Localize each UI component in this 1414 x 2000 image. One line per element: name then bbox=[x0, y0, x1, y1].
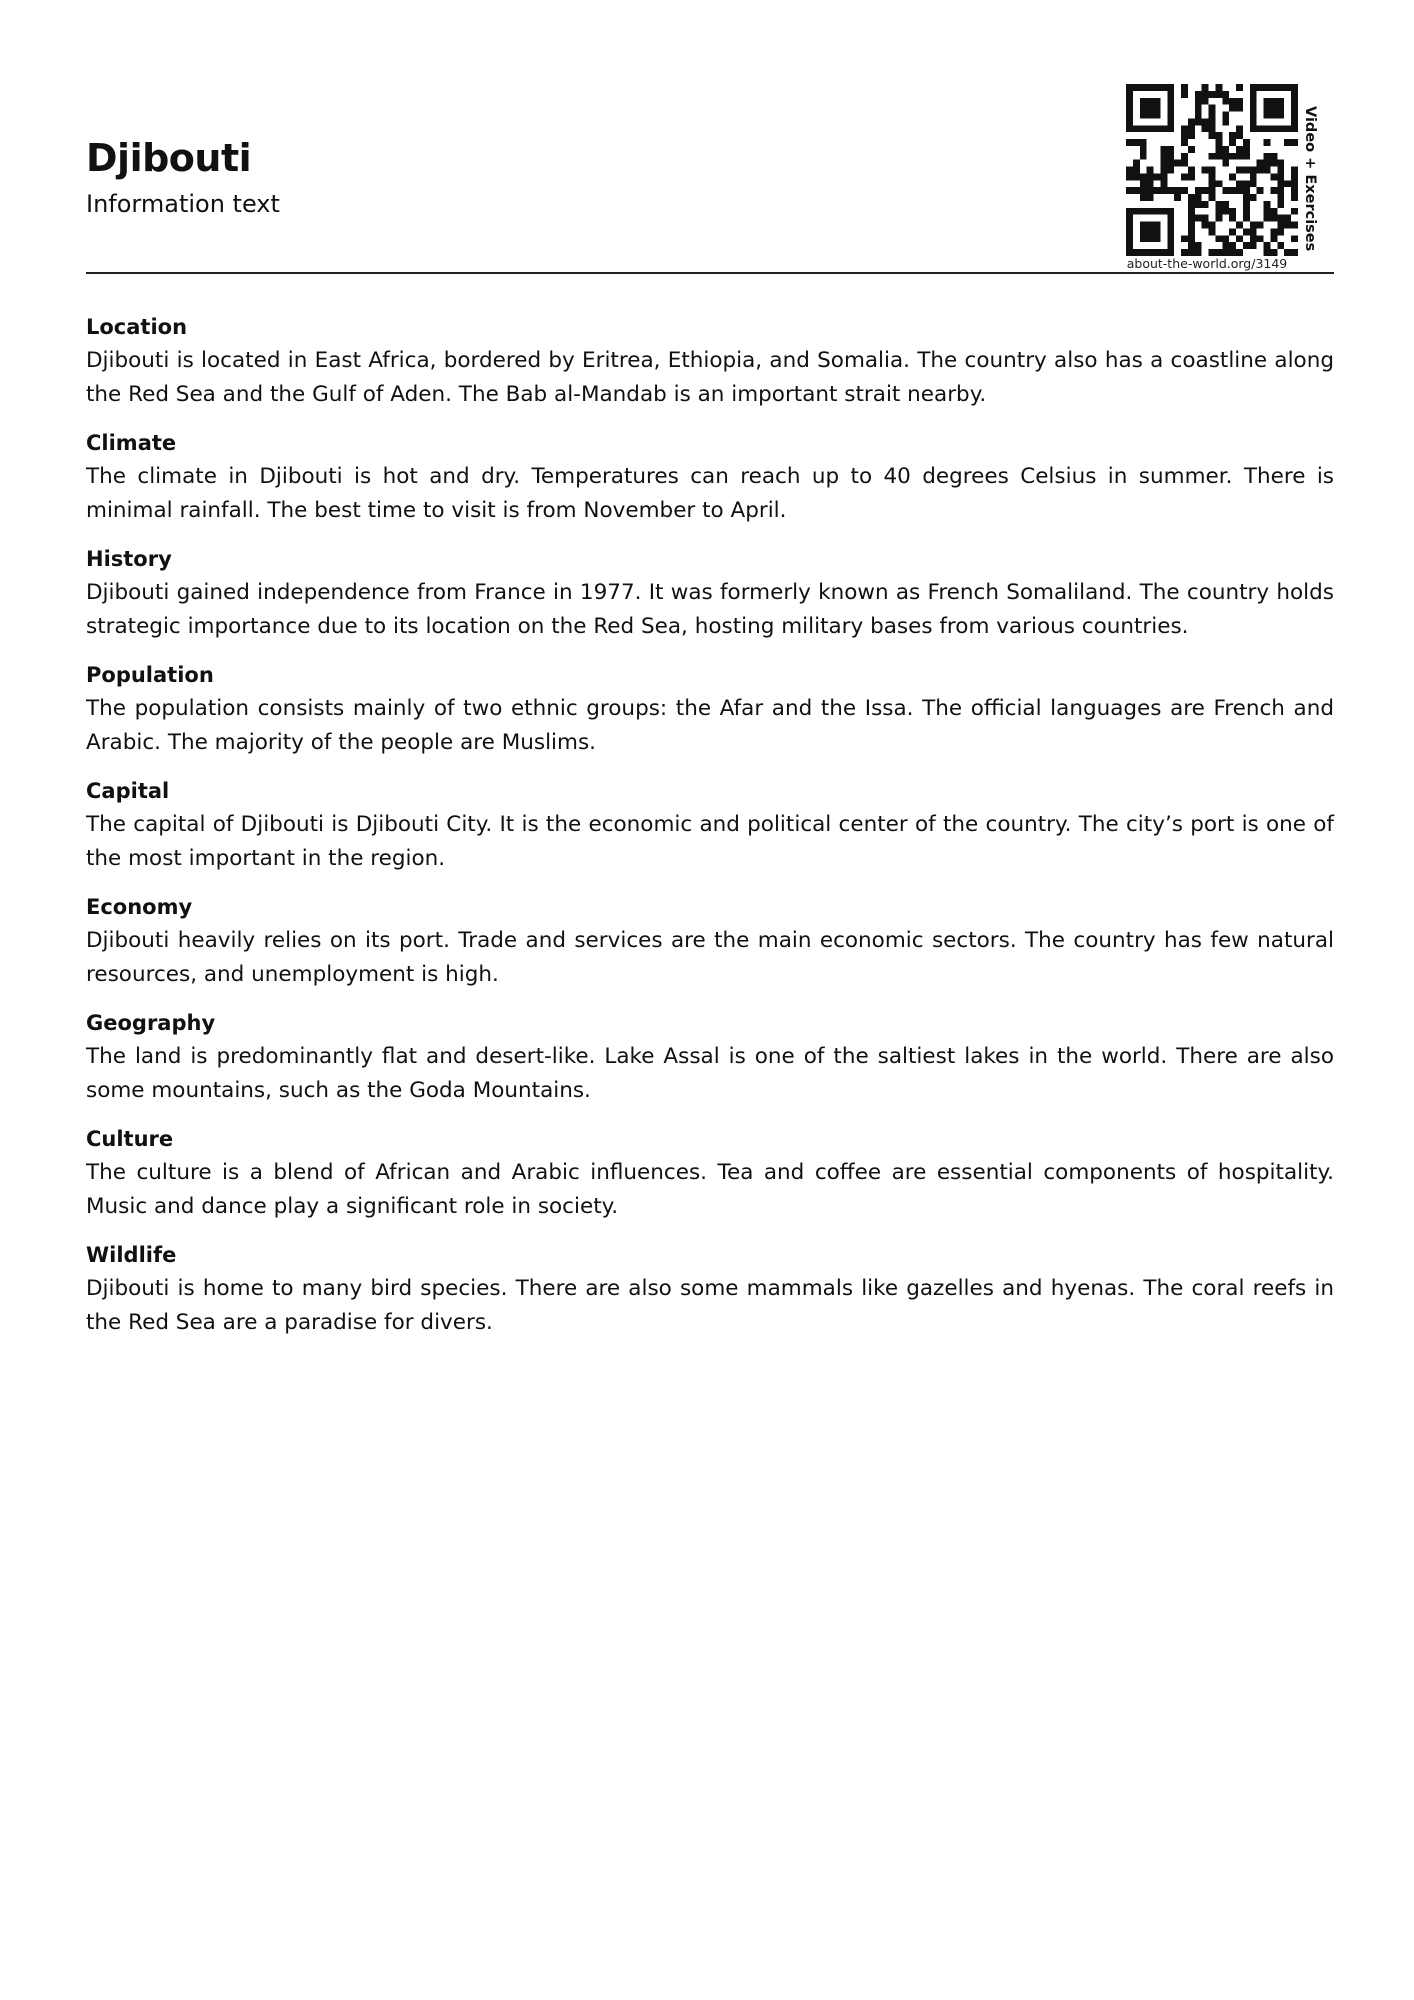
section-history bbox=[86, 542, 1334, 644]
section-heading: Culture bbox=[86, 1127, 174, 1151]
section-text: Djibouti heavily relies on its port. Trade and services are the main economic sectors. The country has few natural resources, and unemployment is high. bbox=[86, 928, 1334, 987]
section-climate bbox=[86, 426, 1334, 528]
section-heading: Population bbox=[86, 663, 214, 687]
section-population bbox=[86, 658, 1334, 760]
section-heading: Geography bbox=[86, 1011, 216, 1035]
section-wildlife bbox=[86, 1238, 1334, 1340]
section-heading: Wildlife bbox=[86, 1243, 177, 1267]
section-text: The capital of Djibouti is Djibouti City. It is the economic and political center of the country. The city’s port is one of the most important in the region. bbox=[86, 812, 1334, 871]
qr-code-icon[interactable] bbox=[1126, 84, 1298, 256]
qr-side-label bbox=[1298, 106, 1318, 252]
section-heading: Location bbox=[86, 315, 188, 339]
qr-url[interactable]: about-the-world.org/3149 bbox=[1126, 256, 1288, 271]
section-text: Djibouti is home to many bird species. There are also some mammals like gazelles and hyenas. The coral reefs in the Red Sea are a paradise for divers. bbox=[86, 1276, 1334, 1335]
section-geography bbox=[86, 1006, 1334, 1108]
page-subtitle: Information text bbox=[86, 190, 280, 218]
section-economy bbox=[86, 890, 1334, 992]
header-divider bbox=[86, 272, 1334, 274]
section-capital bbox=[86, 774, 1334, 876]
section-heading: History bbox=[86, 547, 172, 571]
section-heading: Climate bbox=[86, 431, 177, 455]
page-title: Djibouti bbox=[86, 136, 252, 180]
sections-container bbox=[86, 310, 1334, 1354]
section-text: The population consists mainly of two ethnic groups: the Afar and the Issa. The official languages are French and Arabic. The majority of the people are Muslims. bbox=[86, 696, 1334, 755]
qr-side-label-text: Video + Exercises bbox=[1302, 106, 1318, 252]
section-text: The climate in Djibouti is hot and dry. Temperatures can reach up to 40 degrees Celsius in summer. There is minimal rainfall. The best time to visit is from November to April. bbox=[86, 464, 1334, 523]
section-heading: Economy bbox=[86, 895, 193, 919]
section-text: Djibouti is located in East Africa, bordered by Eritrea, Ethiopia, and Somalia. The country also has a coastline along the Red Sea and the Gulf of Aden. The Bab al-Mandab is an important strait nearby. bbox=[86, 348, 1334, 407]
section-location bbox=[86, 310, 1334, 412]
section-culture bbox=[86, 1122, 1334, 1224]
section-text: The land is predominantly flat and desert-like. Lake Assal is one of the saltiest lakes in the world. There are also some mountains, such as the Goda Mountains. bbox=[86, 1044, 1334, 1103]
section-text: Djibouti gained independence from France in 1977. It was formerly known as French Somaliland. The country holds strategic importance due to its location on the Red Sea, hosting military bases from various countries. bbox=[86, 580, 1334, 639]
section-heading: Capital bbox=[86, 779, 170, 803]
section-text: The culture is a blend of African and Arabic influences. Tea and coffee are essential components of hospitality. Music and dance play a significant role in society. bbox=[86, 1160, 1334, 1219]
